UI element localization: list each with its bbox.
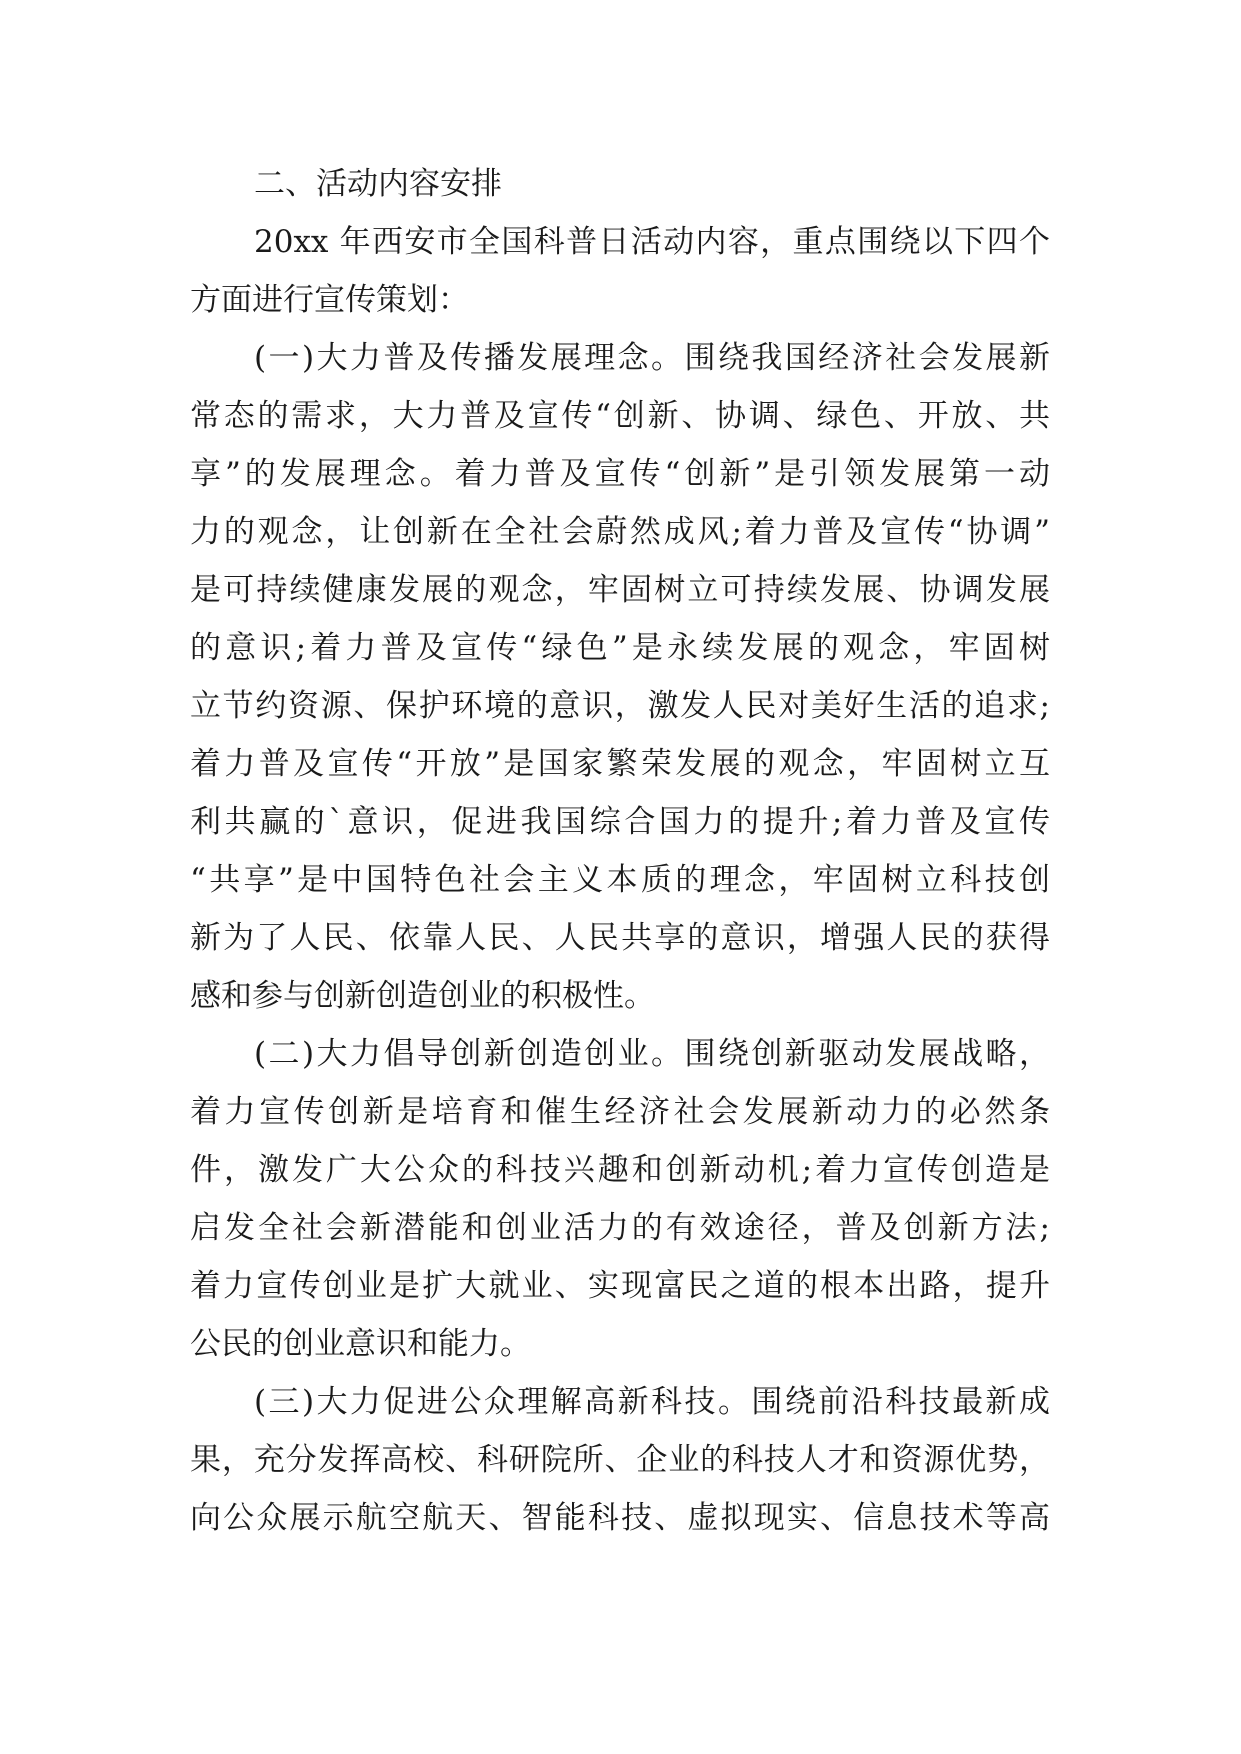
text-line: 向公众展示航空航天、智能科技、虚拟现实、信息技术等高	[190, 1500, 1050, 1536]
text-line: 的意识;着力普及宣传“绿色”是永续发展的观念，牢固树	[190, 630, 1050, 666]
text-line: 公民的创业意识和能力。	[190, 1326, 531, 1362]
text-line: 启发全社会新潜能和创业活力的有效途径，普及创新方法;	[190, 1210, 1050, 1246]
text-line: (二)大力倡导创新创造创业。围绕创新驱动发展战略，	[254, 1036, 1050, 1072]
text-line: 件，激发广大公众的科技兴趣和创新动机;着力宣传创造是	[190, 1152, 1050, 1188]
text-line: 着力普及宣传“开放”是国家繁荣发展的观念，牢固树立互	[190, 746, 1050, 782]
text-line: 着力宣传创新是培育和催生经济社会发展新动力的必然条	[190, 1094, 1050, 1130]
text-line: (三)大力促进公众理解高新科技。围绕前沿科技最新成	[254, 1384, 1050, 1420]
text-line: 方面进行宣传策划：	[190, 282, 469, 318]
text-line: 享”的发展理念。着力普及宣传“创新”是引领发展第一动	[190, 456, 1050, 492]
text-line: 感和参与创新创造创业的积极性。	[190, 978, 655, 1014]
text-line: 果，充分发挥高校、科研院所、企业的科技人才和资源优势，	[190, 1442, 1050, 1478]
text-line: 20xx 年西安市全国科普日活动内容，重点围绕以下四个	[254, 224, 1050, 260]
text-line: 是可持续健康发展的观念，牢固树立可持续发展、协调发展	[190, 572, 1050, 608]
text-line: (一)大力普及传播发展理念。围绕我国经济社会发展新	[254, 340, 1050, 376]
text-line: 常态的需求，大力普及宣传“创新、协调、绿色、开放、共	[190, 398, 1050, 434]
text-line: 二、活动内容安排	[254, 166, 502, 202]
text-line: 着力宣传创业是扩大就业、实现富民之道的根本出路，提升	[190, 1268, 1050, 1304]
text-line: 力的观念，让创新在全社会蔚然成风;着力普及宣传“协调”	[190, 514, 1050, 550]
text-line: 立节约资源、保护环境的意识，激发人民对美好生活的追求;	[190, 688, 1050, 724]
text-line: 利共赢的`意识，促进我国综合国力的提升;着力普及宣传	[190, 804, 1050, 840]
text-line: “共享”是中国特色社会主义本质的理念，牢固树立科技创	[190, 862, 1050, 898]
document-body	[190, 155, 1050, 1547]
text-line: 新为了人民、依靠人民、人民共享的意识，增强人民的获得	[190, 920, 1050, 956]
